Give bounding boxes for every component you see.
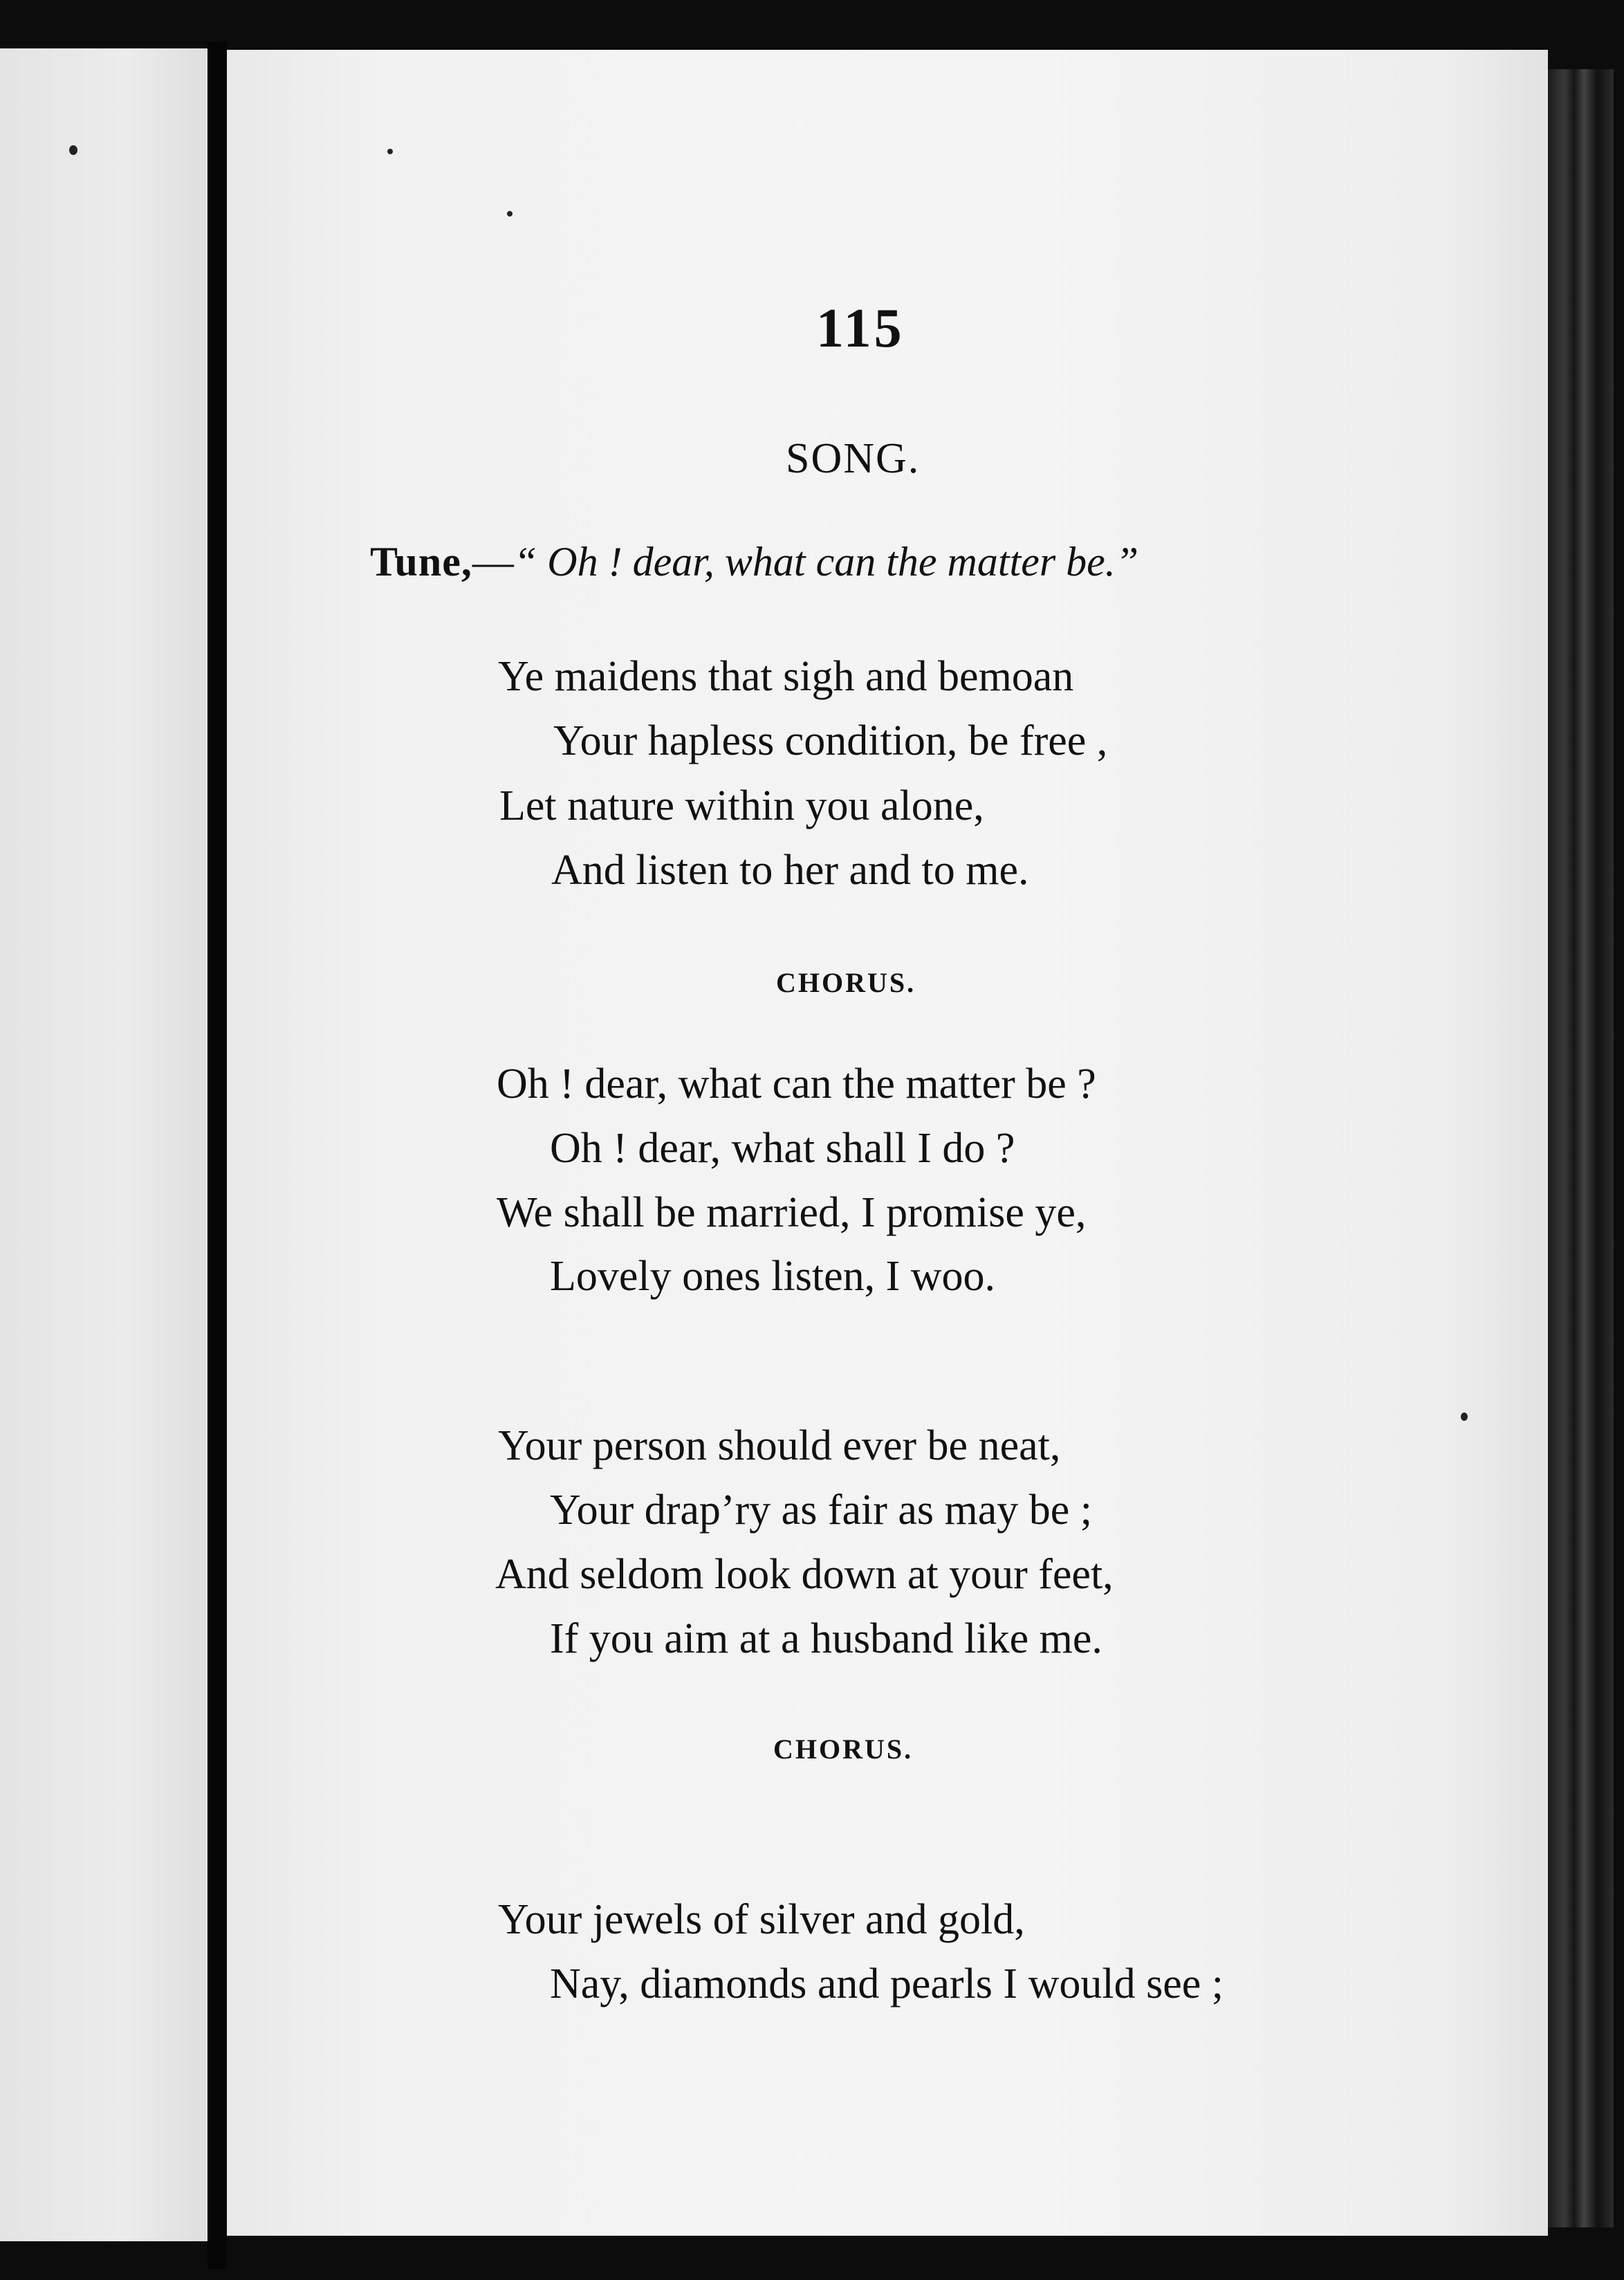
tune-line [370, 538, 1138, 586]
verse-line: And listen to her and to me. [551, 847, 1029, 894]
tune-label: Tune, [370, 539, 472, 585]
speck [1461, 1413, 1468, 1421]
tune-title: “ Oh ! dear, what can the matter be.” [513, 539, 1139, 585]
speck [69, 145, 77, 155]
verse-line: Let nature within you alone, [499, 782, 984, 829]
verse-line: Your person should ever be neat, [498, 1422, 1061, 1469]
verse-line: Nay, diamonds and pearls I would see ; [550, 1960, 1224, 2007]
verse-line: If you aim at a husband like me. [550, 1615, 1102, 1662]
verse-line: Ye maidens that sigh and bemoan [498, 653, 1074, 700]
verse-line: Your hapless condition, be free , [553, 717, 1108, 764]
verse-line: Your drap’ry as fair as may be ; [550, 1487, 1092, 1534]
speck [387, 149, 393, 154]
page-edge-shadow [1548, 69, 1614, 2227]
book-gutter [207, 42, 227, 2269]
facing-page-fragment [0, 48, 207, 2241]
chorus-label: CHORUS. [773, 1734, 914, 1765]
tune-dash: — [472, 539, 514, 585]
song-title: SONG. [786, 435, 921, 482]
verse-line: Oh ! dear, what can the matter be ? [497, 1060, 1096, 1107]
verse-line: And seldom look down at your feet, [495, 1551, 1114, 1598]
speck [507, 211, 513, 217]
verse-line: Oh ! dear, what shall I do ? [550, 1125, 1015, 1172]
chorus-label: CHORUS. [776, 967, 916, 998]
verse-line: Lovely ones listen, I woo. [550, 1253, 996, 1300]
verse-line: Your jewels of silver and gold, [498, 1896, 1025, 1943]
verse-line: We shall be married, I promise ye, [497, 1189, 1087, 1236]
page-number: 115 [816, 298, 905, 359]
